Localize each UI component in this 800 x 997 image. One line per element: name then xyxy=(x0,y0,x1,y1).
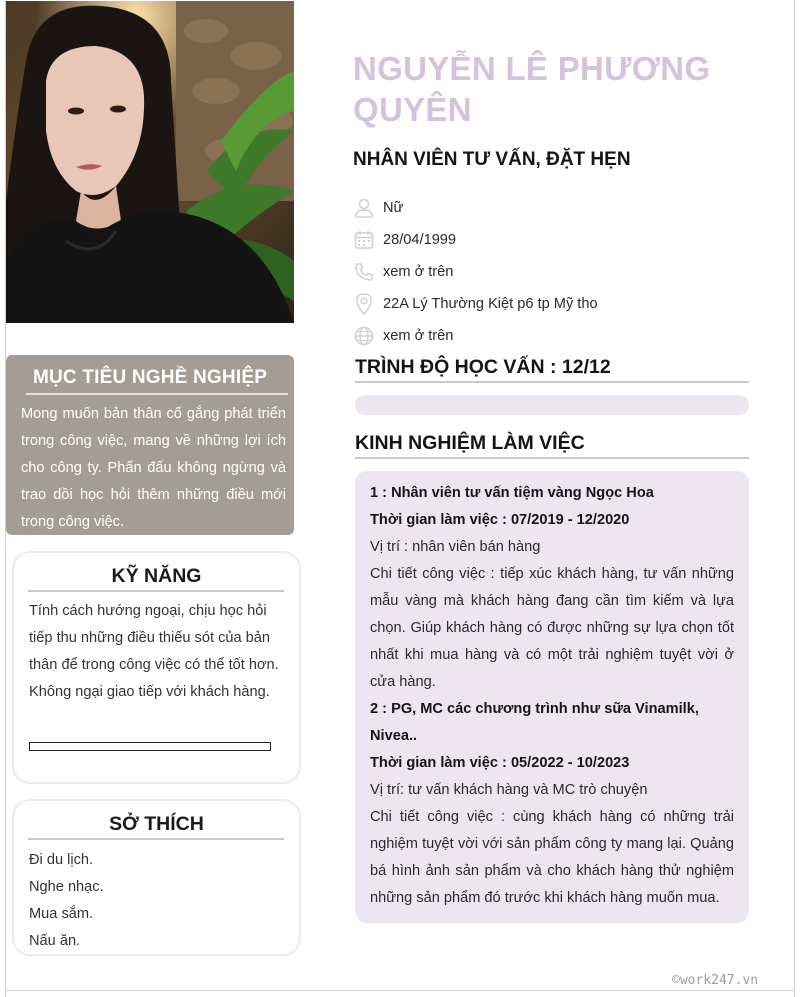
page-border-bottom xyxy=(5,990,795,991)
info-address xyxy=(353,292,598,316)
hobby-item: Đi du lịch. xyxy=(29,852,94,868)
education-title: TRÌNH ĐỘ HỌC VẤN : 12/12 xyxy=(355,356,611,378)
globe-icon xyxy=(353,325,375,347)
objective-text: Mong muốn bản thân cố gắng phát triển trong công việc, mang về những lợi ích cho công ty. Phấn đấu không ngừng và trao dồi học hỏi thêm những điều mới trong công việc. xyxy=(21,406,286,530)
skills-title: KỸ NĂNG xyxy=(111,565,202,587)
objective-divider xyxy=(26,393,288,395)
person-icon xyxy=(353,197,375,219)
page-border-right xyxy=(794,0,795,997)
hobby-item: Nấu ăn. xyxy=(29,933,81,949)
hobbies-title: SỞ THÍCH xyxy=(109,813,204,835)
info-website xyxy=(353,324,453,348)
hobby-item: Mua sắm. xyxy=(29,906,94,922)
watermark: ©work247.vn xyxy=(672,973,759,988)
candidate-position: NHÂN VIÊN TƯ VẤN, ĐẶT HẸN xyxy=(353,149,631,170)
birthdate-value: 28/04/1999 xyxy=(383,232,457,248)
experience-section xyxy=(355,471,749,923)
address-value: 22A Lý Thường Kiệt p6 tp Mỹ tho xyxy=(383,296,598,312)
info-birthdate xyxy=(353,228,456,252)
phone-icon xyxy=(353,261,375,283)
job-heading: 2 : PG, MC các chương trình như sữa Vinamilk, Nivea.. xyxy=(370,701,699,744)
skills-text: Tính cách hướng ngoại, chịu học hỏi tiếp thu những điều thiếu sót của bản thân để trong công việc có thể tốt hơn. Không ngại giao tiếp với khách hàng. xyxy=(29,603,279,700)
hobbies-divider xyxy=(28,838,284,840)
info-phone xyxy=(353,260,453,284)
website-value: xem ở trên xyxy=(383,328,454,344)
info-gender xyxy=(353,196,403,220)
job-role: Vị trí : nhân viên bán hàng xyxy=(370,539,541,555)
experience-title: KINH NGHIỆM LÀM VIỆC xyxy=(355,432,585,454)
job-period: Thời gian làm việc : 07/2019 - 12/2020 xyxy=(370,512,630,528)
job-details: Chi tiết công việc : cùng khách hàng có những trải nghiệm tuyệt vời với sản phẩm công ty mang lại. Quảng bá hình ảnh sản phẩm và cho khách hàng thử nghiệm những sản phẩm đó trước khi khách hàng muốn mua. xyxy=(370,809,734,906)
phone-value: xem ở trên xyxy=(383,264,454,280)
skill-level-bar xyxy=(29,742,271,751)
skills-divider xyxy=(28,590,284,592)
career-objective-section xyxy=(6,355,294,535)
education-divider xyxy=(355,381,749,383)
hobby-item: Nghe nhạc. xyxy=(29,879,104,895)
candidate-name: NGUYỄN LÊ PHƯƠNG QUYÊN xyxy=(353,50,711,128)
hobbies-list xyxy=(29,847,104,955)
job-details: Chi tiết công việc : tiếp xúc khách hàng, tư vấn những mẫu vàng mà khách hàng đang cần tìm kiếm và lựa chọn. Giúp khách hàng có được những sự lựa chọn tốt nhất khi mua hàng và có một trải nghiệm tuyệt vời ở cửa hàng. xyxy=(370,566,734,690)
skills-section xyxy=(12,551,301,784)
calendar-icon xyxy=(353,229,375,251)
objective-title: MỤC TIÊU NGHỀ NGHIỆP xyxy=(32,367,268,388)
job-heading: 1 : Nhân viên tư vấn tiệm vàng Ngọc Hoa xyxy=(370,485,654,501)
job-role: Vị trí: tư vấn khách hàng và MC trò chuyện xyxy=(370,782,648,798)
gender-value: Nữ xyxy=(383,200,404,216)
education-content-bar xyxy=(355,395,749,415)
location-pin-icon xyxy=(353,293,375,315)
hobbies-section xyxy=(12,799,301,956)
experience-divider xyxy=(355,457,749,459)
profile-photo xyxy=(6,1,294,323)
job-period: Thời gian làm việc : 05/2022 - 10/2023 xyxy=(370,755,630,771)
